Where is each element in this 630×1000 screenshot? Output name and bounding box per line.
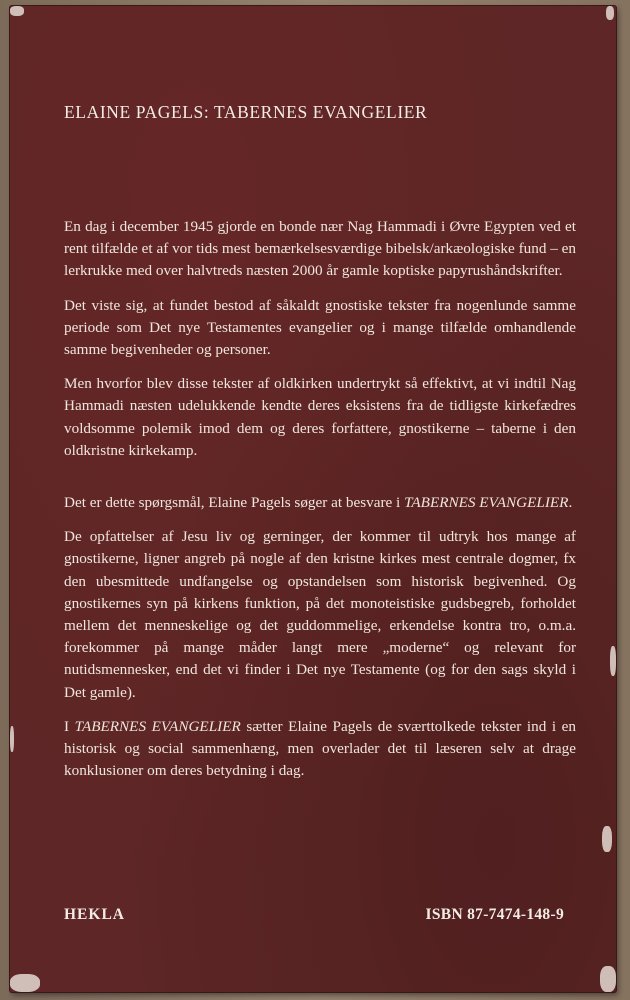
book-title-italic: TABERNES EVANGELIER <box>404 494 569 512</box>
blurb-text-run: sætter Elaine Pagels de sværttolkede tekster ind i en historisk og social sammenhæng, men overlader det til læseren selv at drage konklusioner om deres betydning i dag. <box>64 717 576 780</box>
cover-wear-mark <box>10 726 14 752</box>
blurb-paragraph: Men hvorfor blev disse tekster af oldkirken undertrykt så effektivt, at vi indtil Nag Hammadi næsten udelukkende kendte deres eksistens fra de tidligste kirkefædres voldsomme polemik imod dem og deres forfattere, gnostikerne – taberne i den oldkristne kirkekamp. <box>64 375 576 459</box>
blurb-text-run: Det er dette spørgsmål, Elaine Pagels søger at besvare i <box>64 494 405 512</box>
cover-wear-mark <box>10 974 40 992</box>
cover-wear-mark <box>10 6 24 16</box>
cover-wear-mark <box>606 6 614 20</box>
cover-footer <box>64 906 564 924</box>
blurb-text <box>64 216 576 794</box>
cover-title: ELAINE PAGELS: TABERNES EVANGELIER <box>64 102 428 122</box>
blurb-paragraph <box>64 492 576 514</box>
blurb-paragraph: De opfattelser af Jesu liv og gerninger, der kommer til udtryk hos mange af gnostikerne, ligner angreb på nogle af den kristne kirkes mest centrale dogmer, fx den ubesmittede undfangelse og opstandelsen som historisk begivenhed. Og gnostikernes syn på kirkens funktion, på det monoteistiske gudsbegreb, forholdet mellem det menneskelige og det guddommelige, erkendelse kontra tro, o.m.a. forekommer på mange måder langt mere „moderne“ og relevant for nutidsmennesker, end det vi finder i Det nye Testamente (og for den sags skyld i Det gamle). <box>64 528 576 701</box>
book-title-italic: TABERNES EVANGELIER <box>74 717 241 735</box>
cover-wear-mark <box>600 966 616 992</box>
cover-wear-mark <box>602 826 612 852</box>
blurb-paragraph <box>64 716 576 783</box>
cover-wear-mark <box>610 646 616 676</box>
book-back-cover <box>10 6 616 992</box>
blurb-text-run: . <box>568 494 573 512</box>
blurb-paragraph: Det viste sig, at fundet bestod af såkaldt gnostiske tekster fra nogenlunde samme periode som Det nye Testamentes evangelier og i mange tilfælde omhandlende samme begivenheder og personer. <box>64 296 576 359</box>
publisher-name: HEKLA <box>64 906 125 923</box>
blurb-paragraph: En dag i december 1945 gjorde en bonde nær Nag Hammadi i Øvre Egypten ved et rent tilfælde et af vor tids mest bemærkelsesværdige bibelsk/arkæologiske fund – en lerkrukke med over halvtreds næsten 2000 år gamle koptiske papyrushåndskrifter. <box>64 218 576 280</box>
isbn-number: ISBN 87-7474-148-9 <box>425 906 564 923</box>
blurb-text-run: I <box>64 717 75 735</box>
